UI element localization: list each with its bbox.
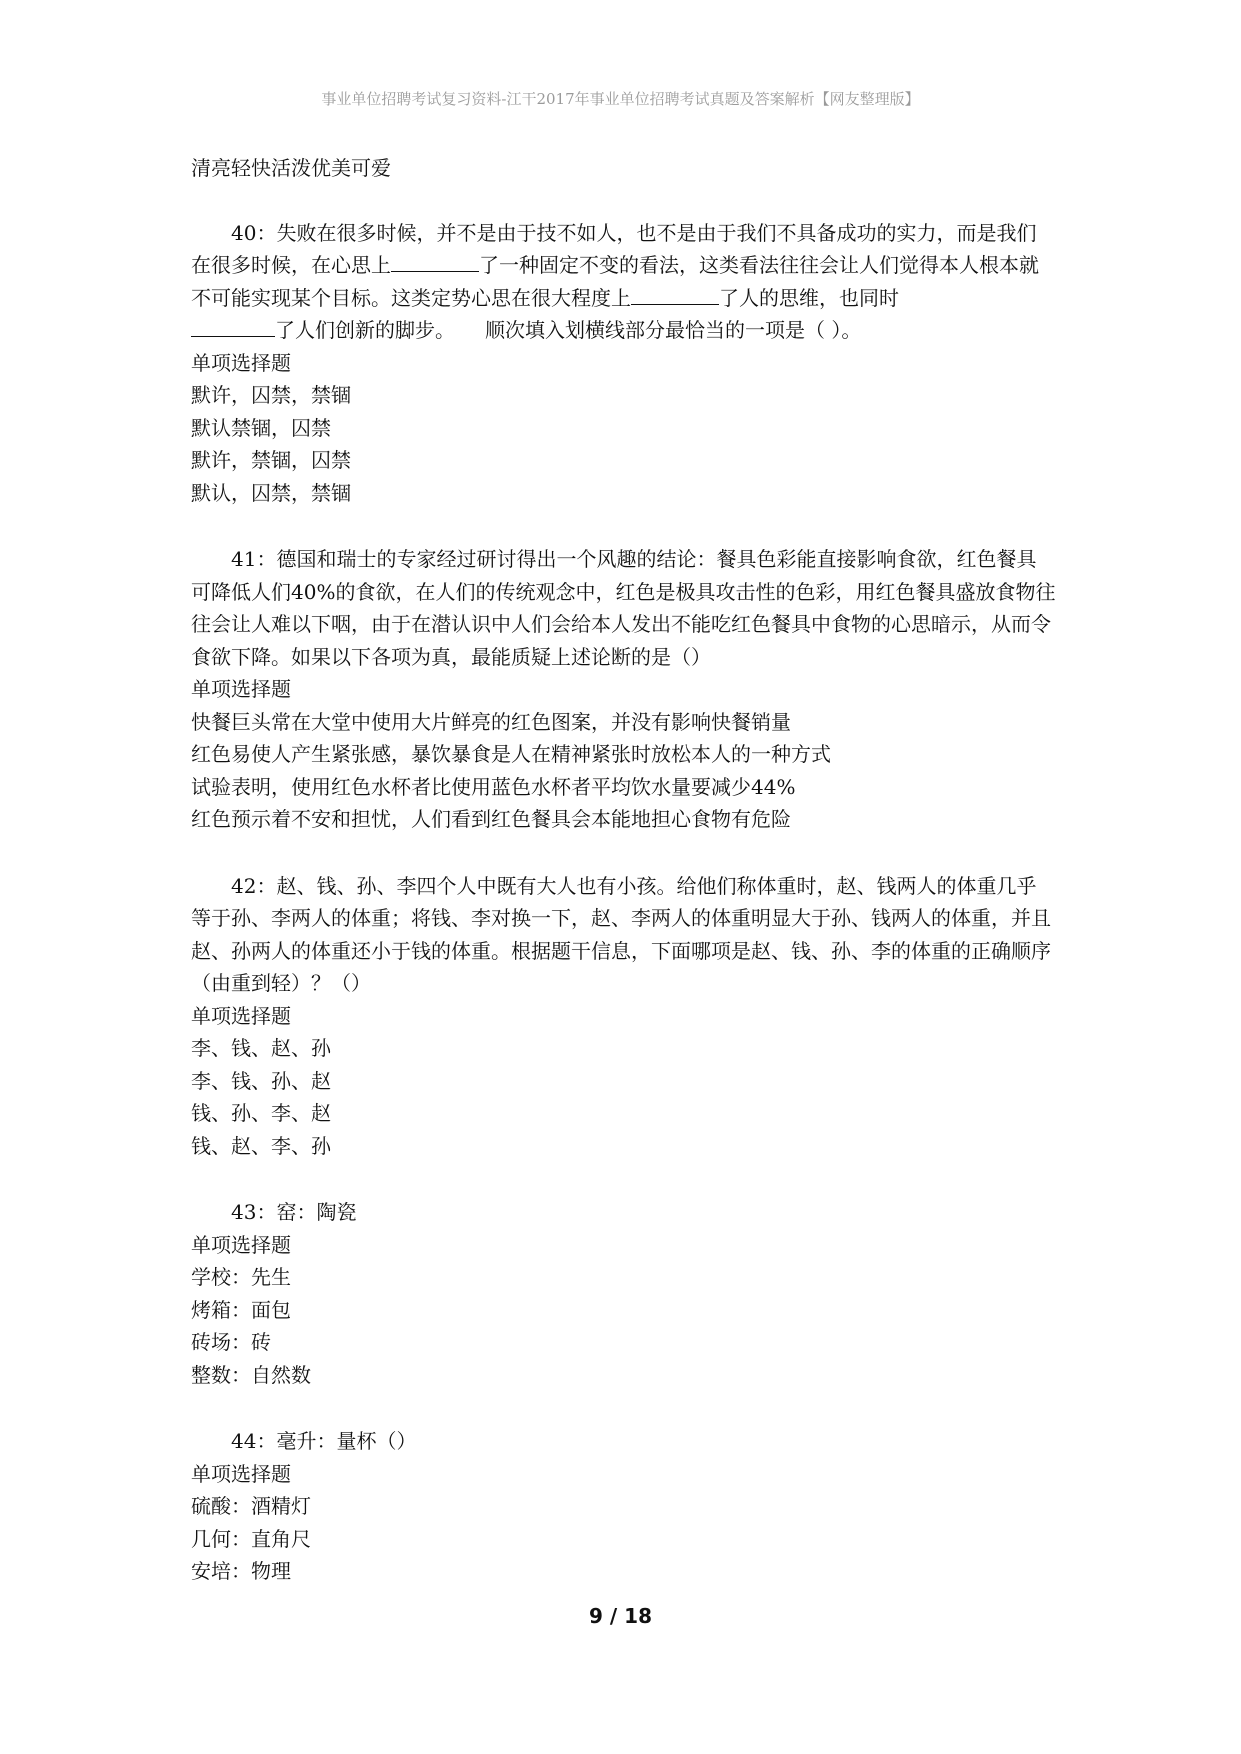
stem-part-3: 了人的思维，也同时 bbox=[719, 285, 899, 310]
question-44-stem: 44：毫升：量杯（） bbox=[231, 1429, 417, 1453]
option: 红色预示着不安和担忧，人们看到红色餐具会本能地担心食物有危险 bbox=[191, 807, 791, 831]
question-41-stem: 41：德国和瑞士的专家经过研讨得出一个风趣的结论：餐具色彩能直接影响食欲，红色餐具可降低人们40%的食欲，在人们的传统观念中，红色是极具攻击性的色彩，用红色餐具盛放食物往往会让人难以下咽，由于在潜认识中人们会给本人发出不能吃红色餐具中食物的心思暗示，从而令食欲下降。如果以下各项为真，最能质疑上述论断的是（） bbox=[191, 547, 1056, 669]
previous-question-option-tail: 清亮轻快活泼优美可爱 bbox=[191, 156, 391, 180]
option: 默认，囚禁，禁锢 bbox=[191, 480, 351, 505]
fill-blank-3 bbox=[191, 314, 275, 337]
option: 默认禁锢，囚禁 bbox=[191, 415, 331, 440]
question-40-stem bbox=[191, 217, 1056, 347]
question-43 bbox=[191, 1196, 1056, 1391]
stem-part-1: 40：失败在很多时候，并不是由于技不如人，也不是由于我们不具备成功的实力，而是我们在很多时候，在心思上 bbox=[191, 220, 1037, 277]
page-number: 9 / 18 bbox=[589, 1604, 652, 1628]
option: 试验表明，使用红色水杯者比使用蓝色水杯者平均饮水量要减少44% bbox=[191, 774, 796, 799]
option: 安培：物理 bbox=[191, 1559, 291, 1583]
option: 钱、孙、李、赵 bbox=[191, 1101, 331, 1125]
option: 李、钱、孙、赵 bbox=[191, 1068, 331, 1093]
question-type: 单项选择题 bbox=[191, 350, 291, 375]
question-44 bbox=[191, 1425, 1056, 1588]
option: 默许，禁锢，囚禁 bbox=[191, 448, 351, 472]
question-type: 单项选择题 bbox=[191, 677, 291, 701]
fill-blank-1 bbox=[391, 249, 479, 272]
question-type: 单项选择题 bbox=[191, 1003, 291, 1028]
question-41 bbox=[191, 543, 1056, 836]
stem-part-4: 了人们创新的脚步。 顺次填入划横线部分最恰当的一项是（ ）。 bbox=[275, 318, 862, 342]
question-42 bbox=[191, 870, 1056, 1163]
option: 硫酸：酒精灯 bbox=[191, 1494, 311, 1518]
question-42-stem: 42：赵、钱、孙、李四个人中既有大人也有小孩。给他们称体重时，赵、钱两人的体重几乎等于孙、李两人的体重；将钱、李对换一下，赵、李两人的体重明显大于孙、钱两人的体重，并且赵、孙两人的体重还小于钱的体重。根据题干信息，下面哪项是赵、钱、孙、李的体重的正确顺序（由重到轻）？（） bbox=[191, 873, 1051, 995]
option: 快餐巨头常在大堂中使用大片鲜亮的红色图案，并没有影响快餐销量 bbox=[191, 709, 791, 734]
option: 烤箱：面包 bbox=[191, 1297, 291, 1322]
option: 红色易使人产生紧张感，暴饮暴食是人在精神紧张时放松本人的一种方式 bbox=[191, 742, 831, 766]
option: 学校：先生 bbox=[191, 1265, 291, 1289]
document-body bbox=[191, 152, 1056, 1588]
page-header: 事业单位招聘考试复习资料-江干2017年事业单位招聘考试真题及答案解析【网友整理版】 bbox=[321, 90, 920, 108]
question-type: 单项选择题 bbox=[191, 1232, 291, 1257]
option: 整数：自然数 bbox=[191, 1362, 311, 1387]
question-43-stem: 43：窑：陶瓷 bbox=[231, 1200, 357, 1224]
option: 砖场：砖 bbox=[191, 1330, 271, 1354]
stem-part-2: 了一种固定不变的看法，这类看法往往会让人们觉得本人根本就不可能实现某个目标。这类定势心思在很大程度上 bbox=[191, 253, 1039, 310]
question-type: 单项选择题 bbox=[191, 1461, 291, 1486]
option: 李、钱、赵、孙 bbox=[191, 1036, 331, 1060]
fill-blank-2 bbox=[631, 282, 719, 305]
option: 钱、赵、李、孙 bbox=[191, 1133, 331, 1158]
question-40 bbox=[191, 217, 1056, 510]
option: 几何：直角尺 bbox=[191, 1526, 311, 1551]
option: 默许，囚禁，禁锢 bbox=[191, 383, 351, 407]
